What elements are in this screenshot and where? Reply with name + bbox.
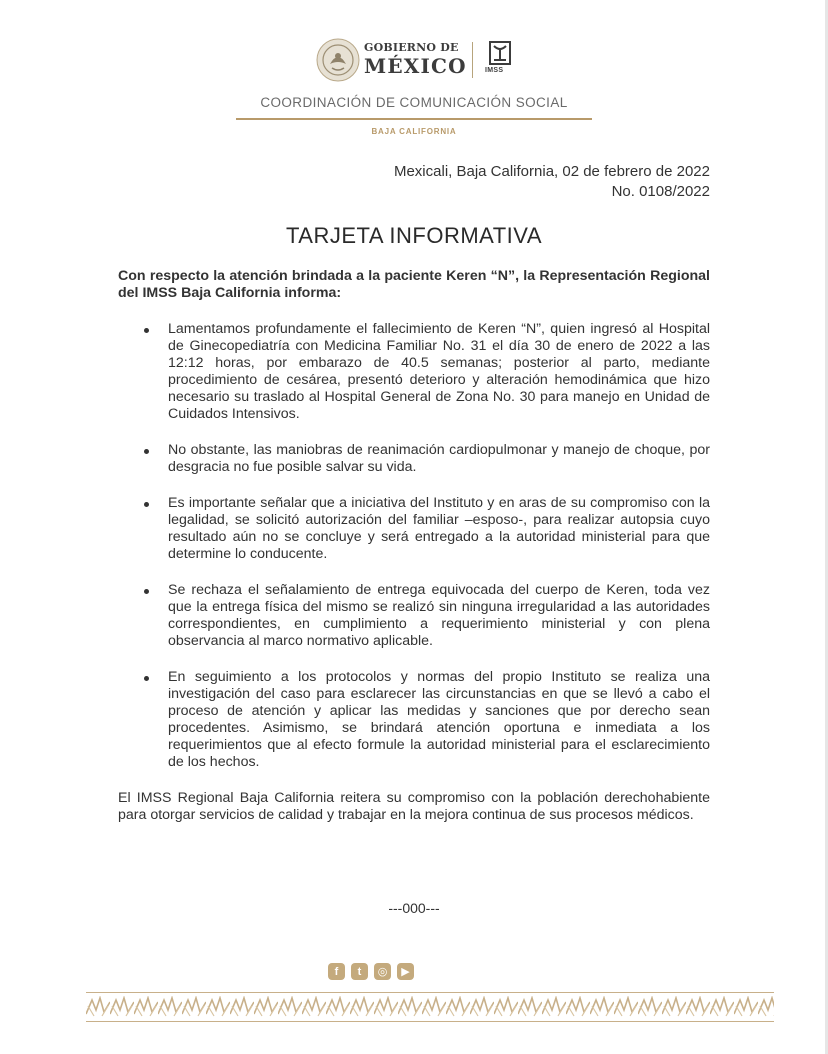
closing-paragraph: El IMSS Regional Baja California reitera su compromiso con la población derechohabiente para otorgar servicios de calidad y trabajar en la mejora continua de sus procesos médicos. — [118, 790, 710, 823]
bullet-item — [118, 582, 710, 650]
footer-ornament — [86, 996, 774, 1018]
bullet-dot — [144, 589, 149, 594]
document-number: No. 0108/2022 — [611, 183, 710, 200]
intro-paragraph: Con respecto la atención brindada a la paciente Keren “N”, la Representación Regional del IMSS Baja California informa: — [118, 268, 710, 301]
coordination-title: COORDINACIÓN DE COMUNICACIÓN SOCIAL — [260, 95, 568, 110]
imss-label: IMSS — [485, 67, 504, 74]
document-body — [118, 268, 710, 824]
youtube-icon[interactable]: ▶ — [397, 963, 414, 980]
bullet-dot — [144, 676, 149, 681]
footer-line-top — [86, 992, 774, 993]
twitter-icon[interactable]: t — [351, 963, 368, 980]
bullet-text: Se rechaza el señalamiento de entrega equivocada del cuerpo de Keren, toda vez que la entrega física del mismo se realizó sin ninguna irregularidad a las autoridades correspondientes, en cumplimiento a requerimiento ministerial y con plena observancia al marco normativo aplicable. — [168, 582, 710, 649]
bullet-item — [118, 669, 710, 771]
bullet-dot — [144, 328, 149, 333]
logo-divider — [472, 42, 473, 78]
instagram-icon[interactable]: ◎ — [374, 963, 391, 980]
bullet-text: En seguimiento a los protocolos y normas del propio Instituto se realiza una investigación del caso para esclarecer las circunstancias en que se llevó a cabo el proceso de atención y aplicar las medidas y sanciones que por derecho sean procedentes. Asimismo, se brindará atención oportuna e inmediata a los requerimientos que al efecto formule la autoridad ministerial para el esclarecimiento de los hechos. — [168, 669, 710, 770]
mexico-label: MÉXICO — [364, 54, 467, 78]
bullet-item — [118, 321, 710, 423]
bullet-item — [118, 442, 710, 476]
dateline — [394, 162, 710, 202]
header-divider — [236, 118, 592, 120]
bullet-item — [118, 495, 710, 563]
bullet-text: Lamentamos profundamente el fallecimiento de Keren “N”, quien ingresó al Hospital de Ginecopediatría con Medicina Familiar No. 31 el día 30 de enero de 2022 a las 12:12 horas, por embarazo de 40.5 semanas; posterior al parto, mediante procedimiento de cesárea, presentó deterioro y alteración hemodinámica que hizo necesario su traslado al Hospital General de Zona No. 30 para manejo en Unidad de Cuidados Intensivos. — [168, 321, 710, 422]
facebook-icon[interactable]: f — [328, 963, 345, 980]
bullet-dot — [144, 449, 149, 454]
social-icons — [328, 963, 422, 981]
national-seal-icon — [316, 38, 360, 82]
page-title: TARJETA INFORMATIVA — [286, 223, 542, 248]
bullet-text: Es importante señalar que a iniciativa del Instituto y en aras de su compromiso con la legalidad, se solicitó autorización del familiar –esposo-, para realizar autopsia cuyo resultado aún no se concluye y será entregado a la autoridad ministerial para que determine lo conducente. — [168, 495, 710, 562]
bullet-text: No obstante, las maniobras de reanimación cardiopulmonar y manejo de choque, por desgracia no fue posible salvar su vida. — [168, 442, 710, 475]
gobierno-label: GOBIERNO DE — [364, 41, 459, 54]
bullet-list — [118, 321, 710, 771]
region-label: BAJA CALIFORNIA — [371, 127, 457, 136]
footer-line-bottom — [86, 1021, 774, 1022]
header-logos — [0, 34, 828, 90]
end-mark: ---000--- — [388, 900, 440, 916]
date-text: Mexicali, Baja California, 02 de febrero de 2022 — [393, 163, 710, 180]
bullet-dot — [144, 502, 149, 507]
